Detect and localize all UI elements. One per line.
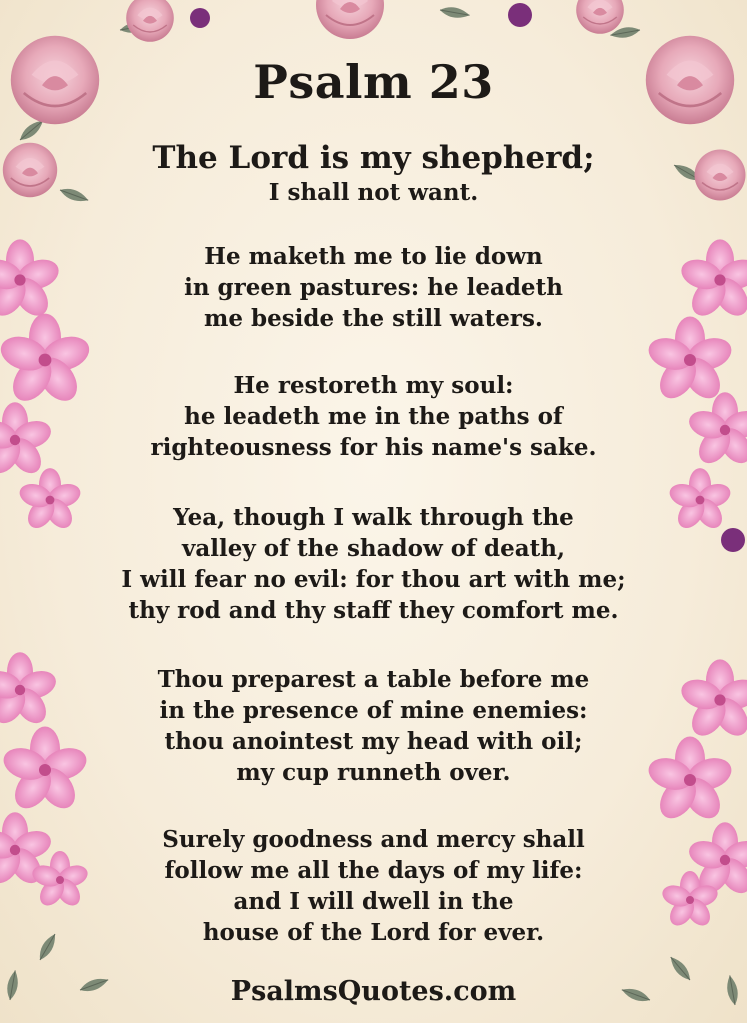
site-watermark: PsalmsQuotes.com [230, 976, 517, 1007]
stanza-2 [0, 241, 747, 334]
stanza-1 [0, 177, 747, 208]
stanza-line: and I will dwell in the [233, 888, 514, 915]
stanza-6 [0, 824, 747, 948]
stanza-line: Yea, though I walk through the [173, 504, 574, 531]
stanza-line: He restoreth my soul: [233, 372, 514, 399]
stanza-line: house of the Lord for ever. [202, 919, 545, 946]
stanza-line: I will fear no evil: for thou art with me; [121, 566, 626, 593]
stanza-line: Surely goodness and mercy shall [162, 826, 585, 853]
stanza-line: thy rod and thy staff they comfort me. [128, 597, 619, 624]
stanza-line: Thou preparest a table before me [157, 666, 590, 693]
page-title: Psalm 23 [253, 55, 494, 109]
stanza-line: in green pastures: he leadeth [184, 274, 563, 301]
stanza-line: he leadeth me in the paths of [184, 403, 563, 430]
first-verse-heading: The Lord is my shepherd; [152, 140, 595, 176]
stanza-line: I shall not want. [268, 179, 479, 206]
stanza-line: in the presence of mine enemies: [159, 697, 588, 724]
stanza-line: my cup runneth over. [236, 759, 511, 786]
stanza-5 [0, 664, 747, 788]
stanza-line: thou anointest my head with oil; [164, 728, 583, 755]
stanza-line: me beside the still waters. [204, 305, 543, 332]
stanza-4 [0, 502, 747, 626]
stanza-line: valley of the shadow of death, [182, 535, 565, 562]
stanza-3 [0, 370, 747, 463]
stanza-line: follow me all the days of my life: [164, 857, 583, 884]
stanza-line: He maketh me to lie down [204, 243, 543, 270]
stanza-line: righteousness for his name's sake. [150, 434, 597, 461]
rose-cluster-top-center [316, 0, 532, 39]
